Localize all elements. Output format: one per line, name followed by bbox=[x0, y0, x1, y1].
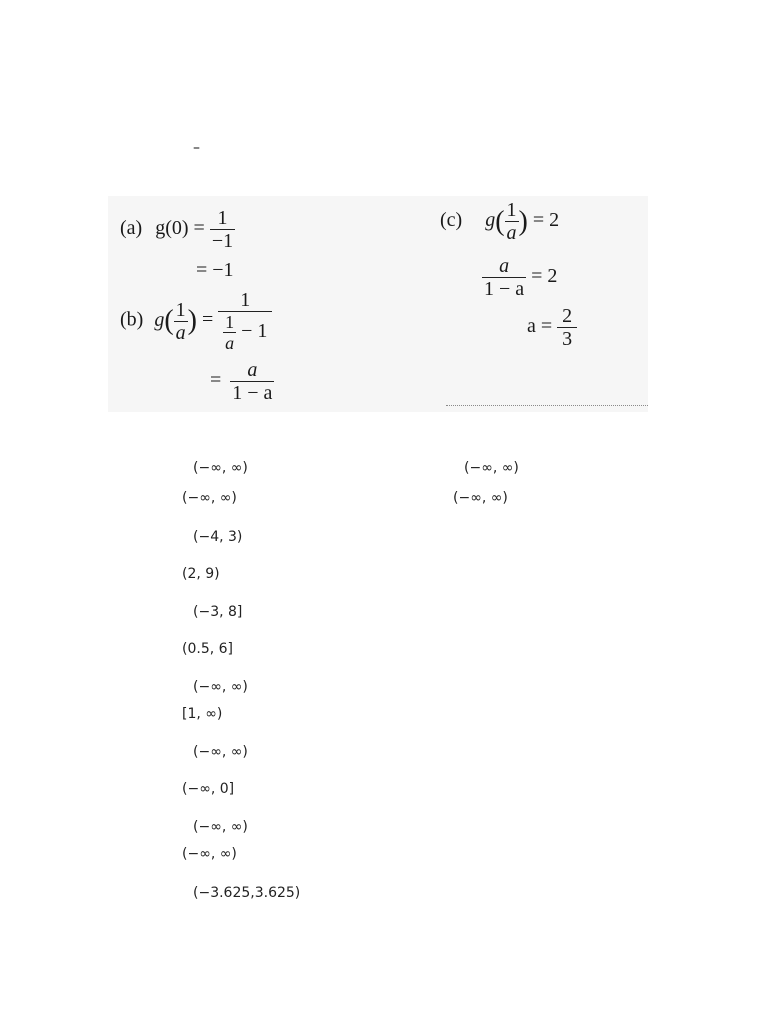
solution-c-label: (c) bbox=[440, 209, 463, 232]
solution-a-lhs: g(0) = bbox=[155, 217, 205, 240]
solution-c-line1: (c) g( $\frac{1}{a}$ ) = 2 bbox=[440, 199, 560, 244]
answer-left-10: (−∞, 0] bbox=[182, 781, 235, 797]
solution-c-line3-numerator: 2 bbox=[557, 306, 577, 328]
dash-mark: – bbox=[193, 140, 200, 156]
solution-c-line2-fraction bbox=[482, 256, 526, 299]
solution-b-inner-denominator: a bbox=[225, 333, 235, 353]
solution-b-numerator: 1 bbox=[218, 290, 272, 312]
solution-a-label: (a) bbox=[120, 217, 143, 240]
answer-left-3: (−4, 3) bbox=[193, 529, 243, 545]
solution-b-line2-equals: = bbox=[210, 369, 222, 392]
answer-left-1: (−∞, ∞) bbox=[193, 460, 248, 476]
solution-c-line3-fraction bbox=[557, 306, 577, 349]
solution-b-line1: (b) g( $\frac{1}{a}$ ) = 1 $\frac{1}{a}$ − 1 bbox=[120, 290, 272, 352]
solution-b-denominator-tail: − 1 bbox=[241, 320, 268, 343]
solution-b-equals: = bbox=[201, 308, 214, 331]
solution-c-line3-denominator: 3 bbox=[562, 328, 573, 350]
solution-b-denominator bbox=[218, 312, 272, 352]
solution-b-function: g bbox=[154, 308, 165, 331]
solution-a-line1 bbox=[120, 208, 235, 251]
solution-b-complex-fraction bbox=[218, 290, 272, 352]
answer-left-8: [1, ∞) bbox=[182, 706, 223, 722]
solution-b-arg-denominator: a bbox=[175, 321, 186, 344]
solution-a-numerator: 1 bbox=[210, 208, 235, 230]
answer-left-12: (−∞, ∞) bbox=[182, 846, 237, 862]
solution-b-result-fraction bbox=[230, 360, 274, 403]
answer-left-2: (−∞, ∞) bbox=[182, 490, 237, 506]
answer-left-11: (−∞, ∞) bbox=[193, 819, 248, 835]
solution-c-line2-rhs: = 2 bbox=[531, 265, 558, 288]
solution-b-inner-numerator: 1 bbox=[225, 312, 235, 332]
solution-c-line2-numerator: a bbox=[499, 255, 510, 277]
answer-right-1: (−∞, ∞) bbox=[464, 460, 519, 476]
dotted-rule bbox=[446, 405, 648, 406]
solution-c-arg-denominator: a bbox=[506, 222, 517, 244]
solution-b-argument bbox=[174, 300, 188, 343]
solution-c-arg-numerator: 1 bbox=[506, 199, 517, 221]
solution-c-line2-denominator: 1 − a bbox=[484, 278, 525, 300]
solution-b-label: (b) bbox=[120, 308, 144, 331]
solution-a-denominator: −1 bbox=[211, 230, 234, 252]
solution-c-rhs: = 2 bbox=[532, 209, 560, 232]
answer-left-5: (−3, 8] bbox=[193, 604, 243, 620]
answer-left-9: (−∞, ∞) bbox=[193, 744, 248, 760]
solution-c-line3 bbox=[527, 306, 577, 349]
solution-c-line2 bbox=[482, 256, 557, 299]
solution-b-result-denominator: 1 − a bbox=[232, 382, 273, 404]
solution-b-result-numerator: a bbox=[247, 359, 258, 381]
solution-c-argument bbox=[505, 200, 519, 243]
answer-left-7: (−∞, ∞) bbox=[193, 679, 248, 695]
answer-right-2: (−∞, ∞) bbox=[453, 490, 508, 506]
answer-left-6: (0.5, 6] bbox=[182, 641, 233, 657]
solution-b-arg-numerator: 1 bbox=[175, 298, 186, 321]
solution-a-line2: = −1 bbox=[196, 259, 234, 281]
solution-a-fraction bbox=[210, 208, 235, 251]
answer-left-4: (2, 9) bbox=[182, 566, 220, 582]
solution-b-line2 bbox=[210, 360, 274, 403]
solution-c-line3-lhs: a = bbox=[527, 315, 553, 338]
answer-left-13: (−3.625,3.625) bbox=[193, 885, 301, 901]
solution-c-function: g bbox=[485, 209, 496, 232]
